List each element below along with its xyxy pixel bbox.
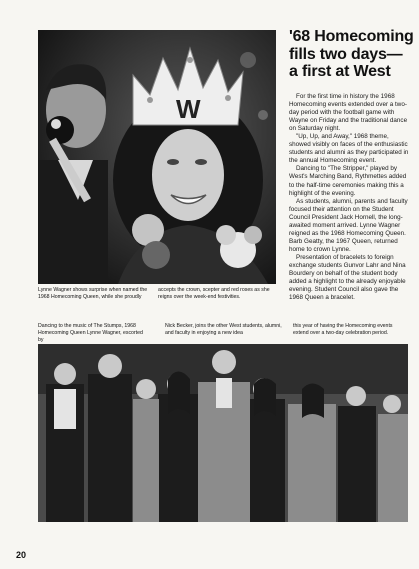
body-paragraph: "Up, Up, and Away," 1968 theme, showed visibly on faces of the enthusiastic students and alumni as they participated in the annual Homecoming event. [289,133,409,165]
title-line-1: '68 Homecoming [289,28,414,45]
caption-dance-1: Dancing to the music of The Stumps, 1968 Homecoming Queen Lynne Wagner, escorted by [38,323,143,344]
body-paragraph: For the first time in history the 1968 Homecoming events extended over a two-day period with the football game with Wayne on Friday and the traditional dance on Saturday night. [289,93,408,133]
page-number: 20 [16,550,27,560]
caption-dance-2: Nick Becker, joins the other West students, alumni, and faculty in enjoying a new idea [165,323,282,337]
svg-text:W: W [176,94,201,124]
page-title [289,28,414,81]
caption-dance-3: this year of having the Homecoming events extend over a two-day celebration period. [293,323,393,337]
caption-queen-right: accepts the crown, scepter and red roses as she reigns over the week-end festivities. [158,287,270,301]
body-paragraph: As students, alumni, parents and faculty focused their attention on the Student Council President Jack Hornell, the long-awaited moment arrived. Lynne Wagner reigned as the 1968 Homecoming Queen. Barb Geatty, the 1967 Queen, returned home to crown Lynne. [289,197,408,253]
dance-photo-illustration [38,344,408,522]
title-line-3: a first at West [289,63,391,80]
queen-photo [38,30,276,284]
queen-photo-illustration [38,30,276,284]
body-paragraph: Presentation of bracelets to foreign exchange students Gunvor Lahr and Nina Bourdery on behalf of the student body added a highlight to the already enjoyable evening. Student Council also gave the 1968 Queen a bracelet. [289,253,406,302]
dance-photo [38,344,408,522]
article-body [289,93,410,302]
title-line-2: fills two days— [289,45,403,63]
body-paragraph: Dancing to "The Stripper," played by West's Marching Band, Rythmettes added to the half-time ceremonies making this a highlight of the evening. [289,165,407,197]
caption-queen-left: Lynne Wagner shows surprise when named the 1968 Homecoming Queen, while she proudly [38,287,148,301]
